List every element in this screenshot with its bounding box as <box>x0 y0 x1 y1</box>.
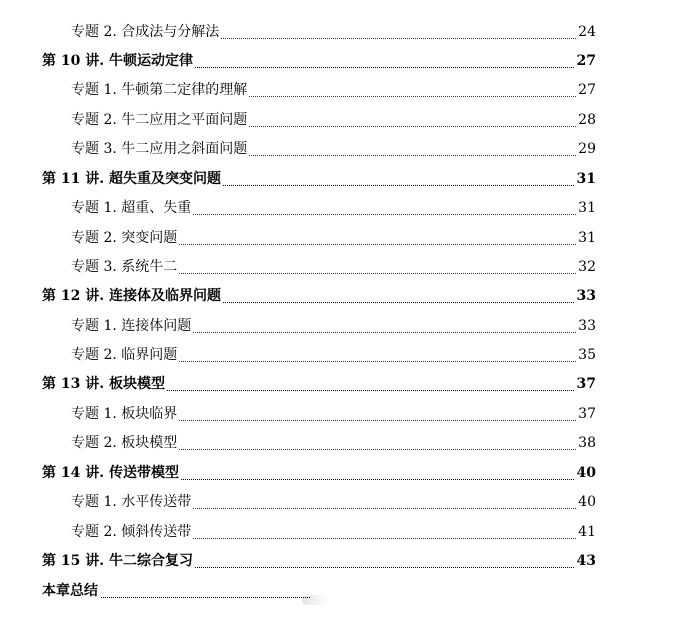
toc-entry-page: 24 <box>578 24 596 40</box>
toc-entry[interactable] <box>0 286 678 310</box>
toc-entry-page: 40 <box>578 494 596 510</box>
toc-entry[interactable] <box>0 257 678 281</box>
toc-entry-page: 27 <box>576 53 596 69</box>
toc-entry-title: 专题 3. 牛二应用之斜面问题 <box>71 141 248 157</box>
toc-entry-title: 专题 1. 超重、失重 <box>71 200 192 216</box>
toc-entry[interactable] <box>0 433 678 457</box>
toc-entry-page: 41 <box>578 524 596 540</box>
toc-entry-page: 35 <box>578 347 596 363</box>
toc-entry-title: 专题 1. 水平传送带 <box>71 494 192 510</box>
toc-entry-title: 专题 2. 板块模型 <box>71 435 178 451</box>
toc-entry-title: 专题 2. 倾斜传送带 <box>71 524 192 540</box>
toc-entry-page: 40 <box>576 465 596 481</box>
toc-entry-page: 27 <box>578 82 596 98</box>
toc-entry-title: 专题 2. 合成法与分解法 <box>71 24 220 40</box>
toc-entry[interactable] <box>0 522 678 546</box>
toc-entry-title: 第 12 讲. 连接体及临界问题 <box>42 288 221 304</box>
toc-entry[interactable] <box>0 345 678 369</box>
toc-entry-title: 专题 1. 板块临界 <box>71 406 178 422</box>
toc-entry-page: 38 <box>578 435 596 451</box>
toc-entry-title: 专题 3. 系统牛二 <box>71 259 178 275</box>
toc-entry[interactable] <box>0 80 678 104</box>
toc-entry-page: 28 <box>578 112 596 128</box>
toc-entry[interactable] <box>0 463 678 487</box>
toc-entry[interactable] <box>0 51 678 75</box>
toc-entry-title: 第 15 讲. 牛二综合复习 <box>42 553 193 569</box>
toc-entry[interactable] <box>0 316 678 340</box>
toc-entry[interactable] <box>0 374 678 398</box>
toc-entry-title: 专题 1. 牛顿第二定律的理解 <box>71 82 248 98</box>
toc-entry-page: 31 <box>576 171 596 187</box>
toc-entry-page: 37 <box>578 406 596 422</box>
toc-entry[interactable] <box>0 139 678 163</box>
toc-entry-title: 专题 2. 突变问题 <box>71 230 178 246</box>
toc-entry-title: 专题 2. 牛二应用之平面问题 <box>71 112 248 128</box>
toc-entry-title: 第 10 讲. 牛顿运动定律 <box>42 53 193 69</box>
toc-entry-title: 第 13 讲. 板块模型 <box>42 376 165 392</box>
toc-entry-page: 32 <box>578 259 596 275</box>
toc-entry[interactable] <box>0 22 678 46</box>
toc-entry-title: 第 14 讲. 传送带模型 <box>42 465 179 481</box>
toc-entry[interactable] <box>0 404 678 428</box>
toc-entry[interactable] <box>0 228 678 252</box>
toc-entry[interactable] <box>0 551 678 575</box>
toc-entry-summary[interactable] <box>0 581 678 605</box>
toc-entry-title: 专题 1. 连接体问题 <box>71 318 192 334</box>
toc-entry-page: 31 <box>578 230 596 246</box>
toc-entry-page: 33 <box>578 318 596 334</box>
toc-entry-page: 31 <box>578 200 596 216</box>
toc-entry-page: 33 <box>576 288 596 304</box>
toc-entry-title: 第 11 讲. 超失重及突变问题 <box>42 171 221 187</box>
toc-entry[interactable] <box>0 169 678 193</box>
toc-entry-page: 43 <box>576 553 596 569</box>
toc-entry-page: 29 <box>578 141 596 157</box>
toc-entry-page: 37 <box>576 376 596 392</box>
toc-entry-title: 专题 2. 临界问题 <box>71 347 178 363</box>
toc-entry[interactable] <box>0 110 678 134</box>
toc-entry[interactable] <box>0 198 678 222</box>
toc-entry-title: 本章总结 <box>42 583 98 599</box>
toc-entry[interactable] <box>0 492 678 516</box>
